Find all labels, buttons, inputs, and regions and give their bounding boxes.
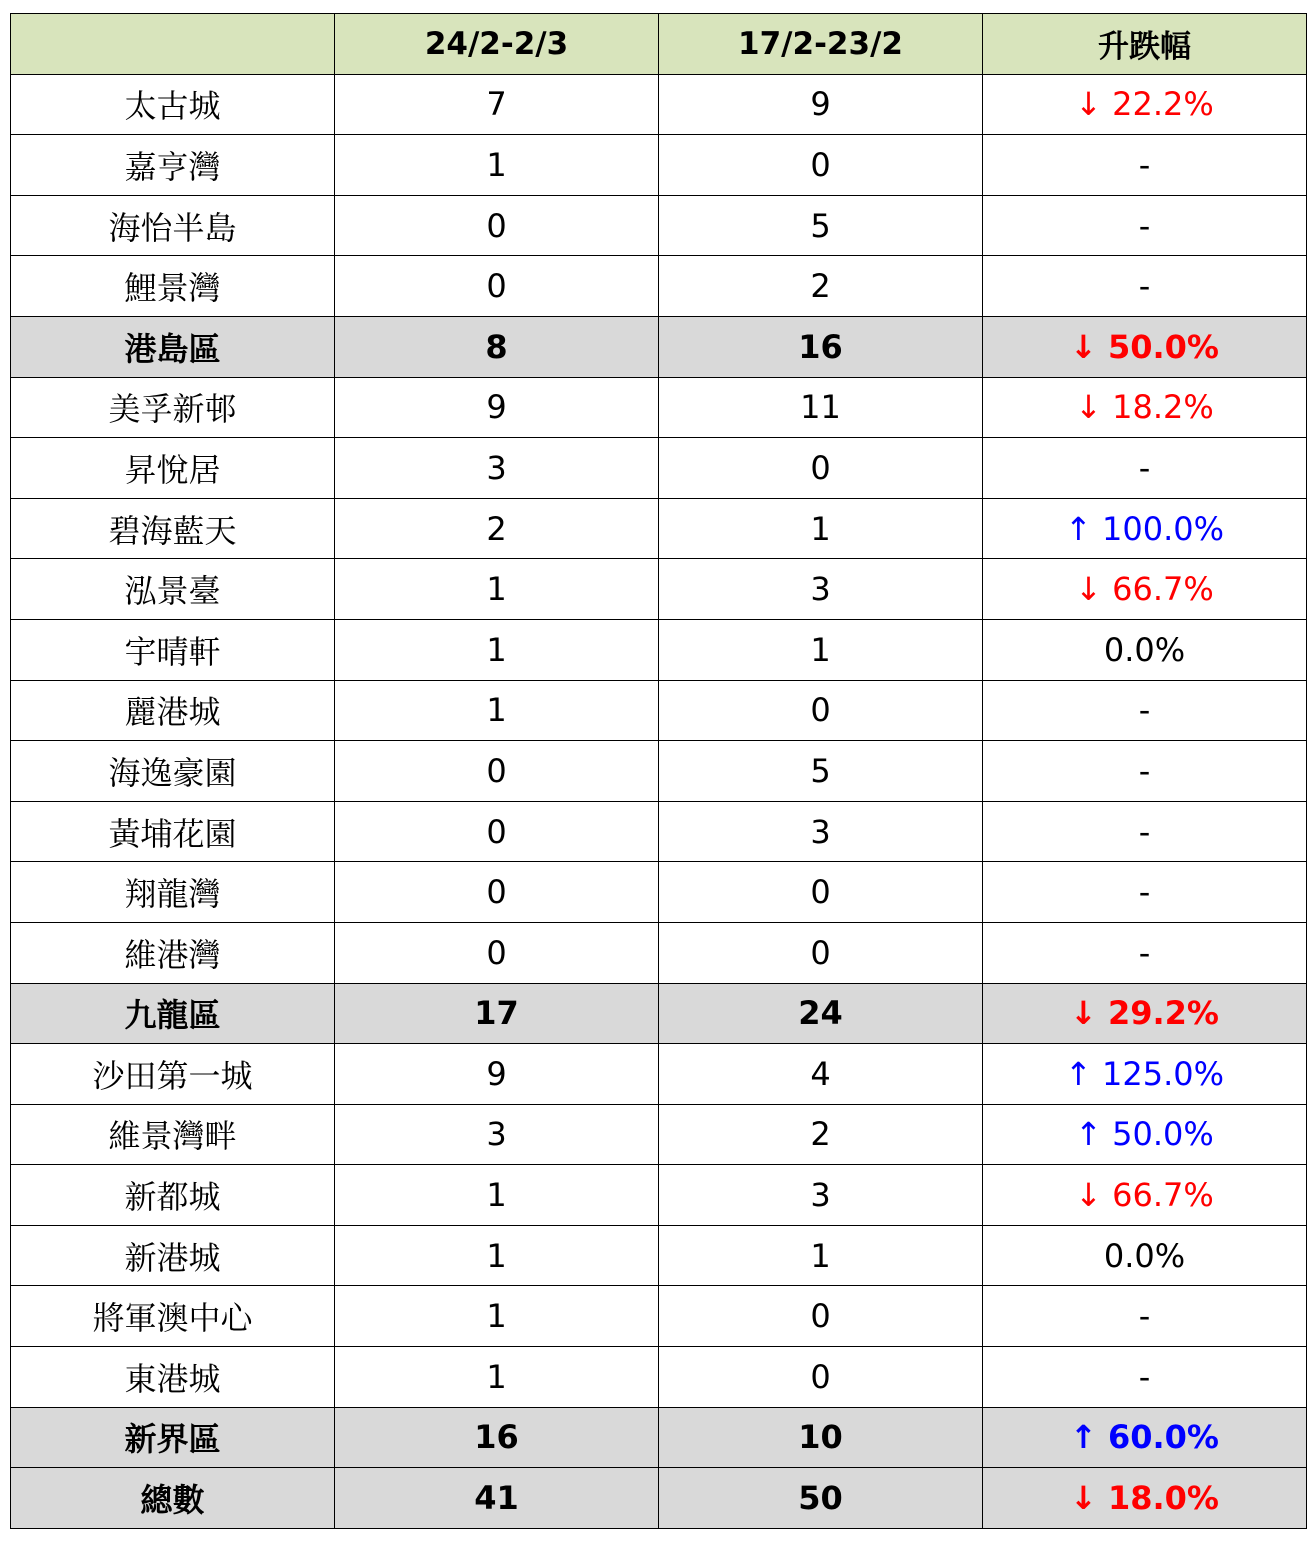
- previous-week-count-cell: 5: [659, 195, 983, 256]
- change-cell: -: [983, 680, 1307, 741]
- current-week-count-cell: 41: [335, 1468, 659, 1529]
- estate-name-cell: 海逸豪園: [11, 741, 335, 802]
- table-row: [11, 1104, 1307, 1165]
- current-week-count-cell: 1: [335, 1225, 659, 1286]
- previous-week-count-cell: 50: [659, 1468, 983, 1529]
- current-week-count-cell: 0: [335, 801, 659, 862]
- estate-name-cell: 新港城: [11, 1225, 335, 1286]
- table-row: [11, 619, 1307, 680]
- table-row: [11, 1044, 1307, 1105]
- current-week-count-cell: 0: [335, 741, 659, 802]
- current-week-count-cell: 16: [335, 1407, 659, 1468]
- previous-week-count-cell: 2: [659, 256, 983, 317]
- table-row: [11, 801, 1307, 862]
- table-row: [11, 1225, 1307, 1286]
- current-week-count-cell: 1: [335, 135, 659, 196]
- previous-week-count-cell: 0: [659, 680, 983, 741]
- current-week-count-cell: 0: [335, 195, 659, 256]
- estate-name-cell: 將軍澳中心: [11, 1286, 335, 1347]
- estate-name-cell: 維港灣: [11, 922, 335, 983]
- table-row: [11, 438, 1307, 499]
- change-cell: -: [983, 256, 1307, 317]
- previous-week-count-cell: 24: [659, 983, 983, 1044]
- header-change: 升跌幅: [983, 14, 1307, 75]
- table-row: [11, 1165, 1307, 1226]
- table-row: [11, 74, 1307, 135]
- current-week-count-cell: 3: [335, 1104, 659, 1165]
- change-cell: -: [983, 862, 1307, 923]
- estate-name-cell: 新界區: [11, 1407, 335, 1468]
- estate-name-cell: 沙田第一城: [11, 1044, 335, 1105]
- estate-name-cell: 海怡半島: [11, 195, 335, 256]
- transaction-table-container: [10, 13, 1306, 1529]
- change-cell: 0.0%: [983, 1225, 1307, 1286]
- table-row: [11, 135, 1307, 196]
- current-week-count-cell: 1: [335, 1347, 659, 1408]
- subtotal-row: [11, 1468, 1307, 1529]
- current-week-count-cell: 0: [335, 256, 659, 317]
- previous-week-count-cell: 4: [659, 1044, 983, 1105]
- change-cell: ↓ 22.2%: [983, 74, 1307, 135]
- change-cell: -: [983, 1347, 1307, 1408]
- table-row: [11, 741, 1307, 802]
- current-week-count-cell: 1: [335, 559, 659, 620]
- estate-name-cell: 麗港城: [11, 680, 335, 741]
- previous-week-count-cell: 0: [659, 438, 983, 499]
- change-cell: 0.0%: [983, 619, 1307, 680]
- change-cell: -: [983, 922, 1307, 983]
- table-row: [11, 1286, 1307, 1347]
- previous-week-count-cell: 0: [659, 922, 983, 983]
- current-week-count-cell: 1: [335, 1165, 659, 1226]
- estate-name-cell: 翔龍灣: [11, 862, 335, 923]
- current-week-count-cell: 3: [335, 438, 659, 499]
- previous-week-count-cell: 3: [659, 1165, 983, 1226]
- previous-week-count-cell: 1: [659, 1225, 983, 1286]
- previous-week-count-cell: 0: [659, 1286, 983, 1347]
- change-cell: ↓ 66.7%: [983, 1165, 1307, 1226]
- table-row: [11, 862, 1307, 923]
- estate-name-cell: 東港城: [11, 1347, 335, 1408]
- header-previous-week: 17/2-23/2: [659, 14, 983, 75]
- current-week-count-cell: 2: [335, 498, 659, 559]
- table-row: [11, 256, 1307, 317]
- change-cell: ↑ 100.0%: [983, 498, 1307, 559]
- estate-name-cell: 鯉景灣: [11, 256, 335, 317]
- current-week-count-cell: 9: [335, 1044, 659, 1105]
- header-estate: [11, 14, 335, 75]
- current-week-count-cell: 0: [335, 922, 659, 983]
- change-cell: ↓ 66.7%: [983, 559, 1307, 620]
- current-week-count-cell: 17: [335, 983, 659, 1044]
- estate-name-cell: 新都城: [11, 1165, 335, 1226]
- table-row: [11, 377, 1307, 438]
- change-cell: -: [983, 135, 1307, 196]
- estate-name-cell: 港島區: [11, 316, 335, 377]
- subtotal-row: [11, 316, 1307, 377]
- header-current-week: 24/2-2/3: [335, 14, 659, 75]
- estate-name-cell: 美孚新邨: [11, 377, 335, 438]
- current-week-count-cell: 1: [335, 619, 659, 680]
- previous-week-count-cell: 2: [659, 1104, 983, 1165]
- previous-week-count-cell: 0: [659, 862, 983, 923]
- previous-week-count-cell: 5: [659, 741, 983, 802]
- estate-name-cell: 太古城: [11, 74, 335, 135]
- subtotal-row: [11, 1407, 1307, 1468]
- previous-week-count-cell: 1: [659, 498, 983, 559]
- table-row: [11, 559, 1307, 620]
- previous-week-count-cell: 10: [659, 1407, 983, 1468]
- current-week-count-cell: 1: [335, 1286, 659, 1347]
- subtotal-row: [11, 983, 1307, 1044]
- estate-name-cell: 宇晴軒: [11, 619, 335, 680]
- estate-name-cell: 碧海藍天: [11, 498, 335, 559]
- change-cell: ↑ 125.0%: [983, 1044, 1307, 1105]
- previous-week-count-cell: 3: [659, 559, 983, 620]
- current-week-count-cell: 0: [335, 862, 659, 923]
- estate-name-cell: 總數: [11, 1468, 335, 1529]
- change-cell: -: [983, 801, 1307, 862]
- change-cell: ↓ 18.0%: [983, 1468, 1307, 1529]
- previous-week-count-cell: 0: [659, 1347, 983, 1408]
- change-cell: -: [983, 438, 1307, 499]
- previous-week-count-cell: 9: [659, 74, 983, 135]
- transaction-table: [10, 13, 1307, 1529]
- change-cell: ↑ 60.0%: [983, 1407, 1307, 1468]
- table-row: [11, 1347, 1307, 1408]
- previous-week-count-cell: 3: [659, 801, 983, 862]
- change-cell: ↑ 50.0%: [983, 1104, 1307, 1165]
- change-cell: -: [983, 1286, 1307, 1347]
- estate-name-cell: 嘉亨灣: [11, 135, 335, 196]
- estate-name-cell: 黃埔花園: [11, 801, 335, 862]
- change-cell: -: [983, 195, 1307, 256]
- current-week-count-cell: 8: [335, 316, 659, 377]
- estate-name-cell: 昇悅居: [11, 438, 335, 499]
- estate-name-cell: 維景灣畔: [11, 1104, 335, 1165]
- header-row: [11, 14, 1307, 75]
- previous-week-count-cell: 1: [659, 619, 983, 680]
- current-week-count-cell: 9: [335, 377, 659, 438]
- estate-name-cell: 九龍區: [11, 983, 335, 1044]
- change-cell: ↓ 50.0%: [983, 316, 1307, 377]
- table-row: [11, 922, 1307, 983]
- estate-name-cell: 泓景臺: [11, 559, 335, 620]
- table-row: [11, 680, 1307, 741]
- previous-week-count-cell: 0: [659, 135, 983, 196]
- previous-week-count-cell: 16: [659, 316, 983, 377]
- current-week-count-cell: 1: [335, 680, 659, 741]
- change-cell: ↓ 18.2%: [983, 377, 1307, 438]
- change-cell: ↓ 29.2%: [983, 983, 1307, 1044]
- table-row: [11, 195, 1307, 256]
- current-week-count-cell: 7: [335, 74, 659, 135]
- table-row: [11, 498, 1307, 559]
- change-cell: -: [983, 741, 1307, 802]
- table-body: [11, 74, 1307, 1528]
- previous-week-count-cell: 11: [659, 377, 983, 438]
